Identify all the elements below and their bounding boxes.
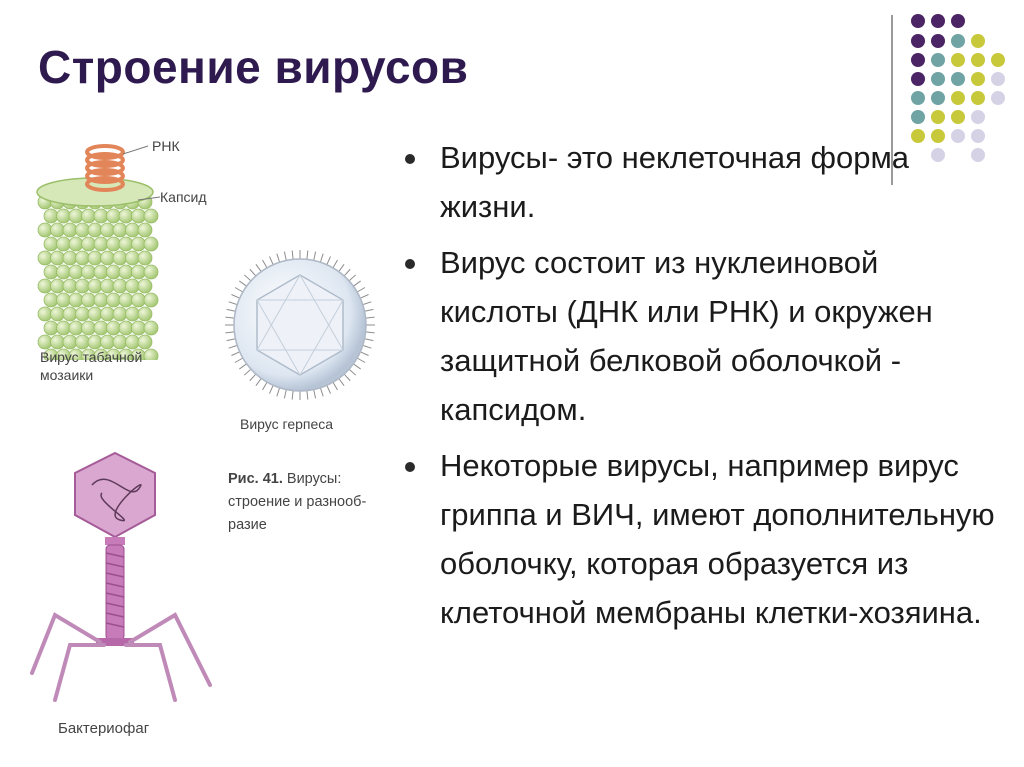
tobacco-mosaic-virus-illustration	[20, 130, 240, 360]
bullet-text: Некоторые вирусы, например вирус гриппа и ВИЧ, имеют дополнительную оболочку, которая образуется из клеточной мембраны клетки-хозяина.	[440, 448, 995, 630]
bullet-text: Вирусы- это неклеточная форма жизни.	[440, 140, 910, 224]
label-herpes: Вирус герпеса	[240, 416, 334, 432]
bullet-list	[400, 133, 1000, 644]
bullet-item	[400, 133, 1000, 231]
dot	[911, 34, 925, 48]
dot	[991, 91, 1005, 105]
dot	[911, 53, 925, 67]
dot	[931, 53, 945, 67]
dot	[931, 14, 945, 28]
dot	[971, 34, 985, 48]
dot	[951, 34, 965, 48]
dot	[931, 34, 945, 48]
phage-head	[75, 453, 155, 537]
dot	[931, 72, 945, 86]
dot	[971, 72, 985, 86]
dot	[971, 53, 985, 67]
figure-caption	[228, 470, 341, 489]
caption-line3: разие	[228, 517, 267, 533]
caption-bold: Рис. 41.	[228, 471, 283, 487]
dot	[951, 110, 965, 124]
dot	[911, 110, 925, 124]
dot	[971, 110, 985, 124]
dot	[931, 91, 945, 105]
dot	[911, 14, 925, 28]
dot	[971, 91, 985, 105]
dot	[951, 91, 965, 105]
caption-line1: Вирусы:	[286, 471, 342, 487]
dot	[931, 110, 945, 124]
label-rnk: РНК	[152, 138, 180, 154]
page-title: Строение вирусов	[38, 41, 469, 93]
label-bacteriophage: Бактериофаг	[58, 720, 150, 737]
bullet-dot-icon	[405, 154, 415, 164]
bullet-item	[400, 238, 1000, 434]
bullet-dot-icon	[405, 462, 415, 472]
label-capsid: Капсид	[160, 189, 207, 205]
herpes-virus-illustration	[215, 240, 385, 410]
dot	[951, 53, 965, 67]
bullet-text: Вирус состоит из нуклеиновой кислоты (ДНК или РНК) и окружен защитной белковой оболочкой - капсидом.	[440, 245, 933, 427]
dot	[911, 72, 925, 86]
capsid-body	[38, 195, 158, 360]
dot	[911, 91, 925, 105]
label-tobacco-line1: Вирус табачной	[40, 349, 143, 365]
bacteriophage-illustration	[20, 445, 240, 725]
dot	[951, 14, 965, 28]
dot	[991, 72, 1005, 86]
dot	[951, 72, 965, 86]
dot	[991, 53, 1005, 67]
caption-line2: строение и разнооб-	[228, 494, 367, 510]
label-tobacco-line2: мозаики	[40, 367, 94, 383]
bullet-dot-icon	[405, 259, 415, 269]
bullet-item	[400, 441, 1000, 637]
